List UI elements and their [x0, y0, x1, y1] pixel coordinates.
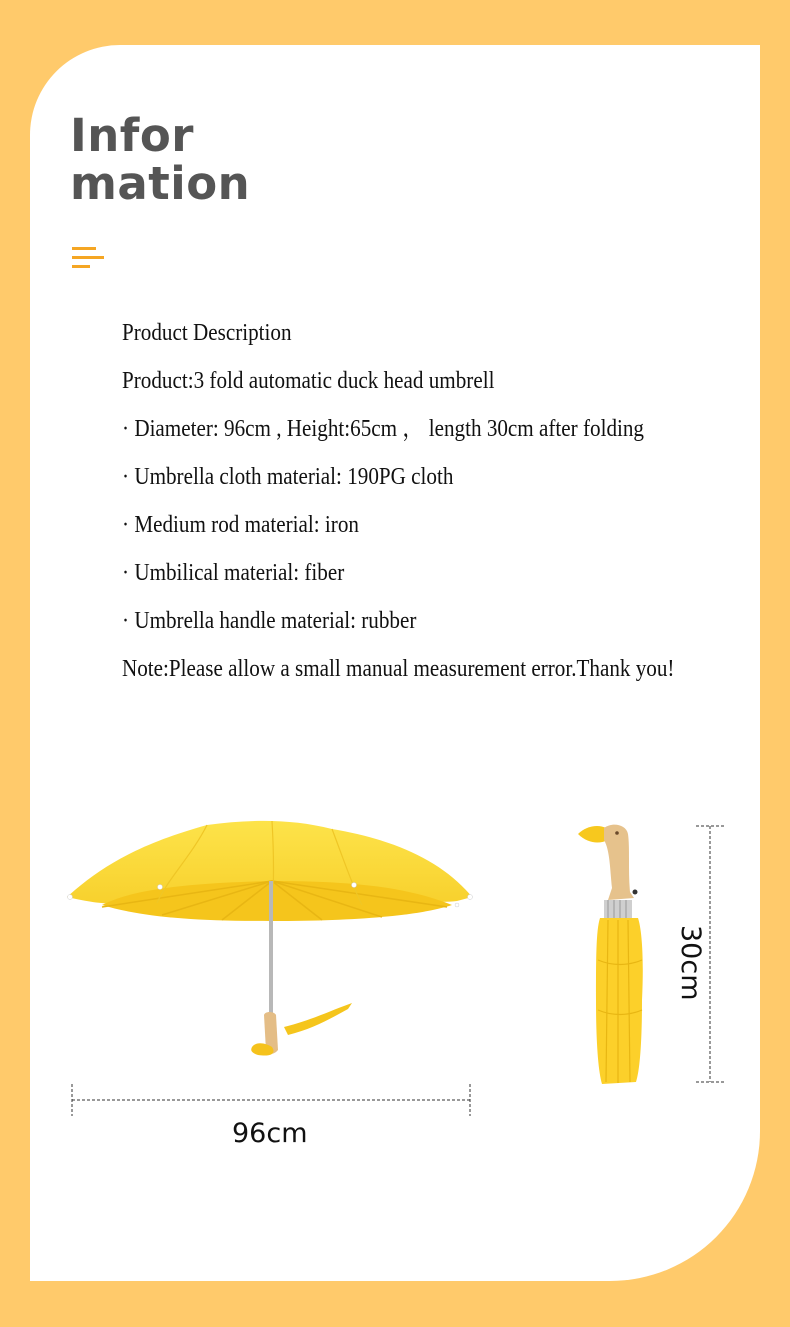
menu-icon — [72, 247, 106, 271]
description-heading: Product Description — [122, 320, 292, 346]
open-width-label: 96cm — [232, 1118, 308, 1149]
title-line-1: Infor — [70, 109, 194, 162]
title-line-2: mation — [70, 157, 251, 210]
folded-umbrella-image — [572, 820, 662, 1095]
product-name: Product:3 fold automatic duck head umbrell — [122, 368, 495, 394]
spec-umbilical: · Umbilical material: fiber — [122, 560, 345, 586]
note: Note:Please allow a small manual measurement error.Thank you! — [122, 656, 675, 682]
product-description — [122, 313, 675, 697]
spec-cloth: · Umbrella cloth material: 190PG cloth — [122, 464, 454, 490]
spec-rod: · Medium rod material: iron — [122, 512, 359, 538]
page-title — [70, 109, 251, 210]
folded-length-label: 30cm — [675, 925, 706, 1001]
spec-diameter: · Diameter: 96cm , Height:65cm ， length 30cm after folding — [122, 416, 644, 442]
spec-handle: · Umbrella handle material: rubber — [122, 608, 417, 634]
open-umbrella-image — [62, 815, 482, 1065]
